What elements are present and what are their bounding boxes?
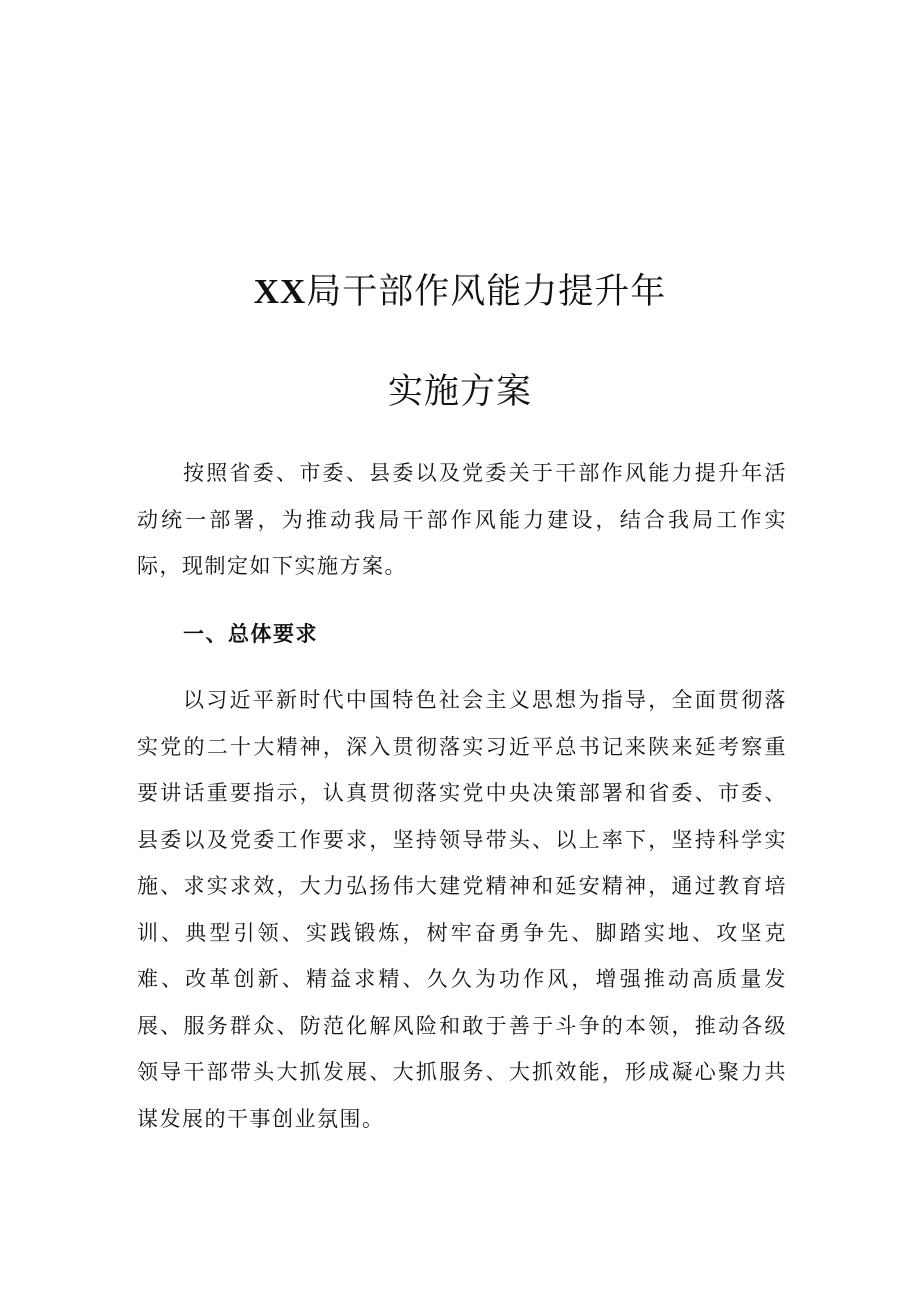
title-line-1-text: 局干部作风能力提升年	[306, 272, 667, 312]
section-heading-general-requirements: 一、总体要求	[183, 622, 318, 646]
title-prefix: XX	[253, 272, 307, 311]
intro-paragraph: 按照省委、市委、县委以及党委关于干部作风能力提升年活动统一部署，为推动我局干部作风能力建设，结合我局工作实际，现制定如下实施方案。	[137, 461, 787, 578]
document-title-line-2: 实施方案	[387, 372, 532, 412]
document-title-line-1	[0, 270, 920, 314]
section-1-paragraph: 以习近平新时代中国特色社会主义思想为指导，全面贯彻落实党的二十大精神，深入贯彻落实习近平总书记来陕来延考察重要讲话重要指示，认真贯彻落实党中央决策部署和省委、市委、县委以及党委工作要求，坚持领导带头、以上率下，坚持科学实施、求实求效，大力弘扬伟大建党精神和延安精神，通过教育培训、典型引领、实践锻炼，树牢奋勇争先、脚踏实地、攻坚克难、改革创新、精益求精、久久为功作风，增强推动高质量发展、服务群众、防范化解风险和敢于善于斗争的本领，推动各级领导干部带头大抓发展、大抓服务、大抓效能，形成凝心聚力共谋发展的干事创业氛围。	[137, 688, 787, 1131]
